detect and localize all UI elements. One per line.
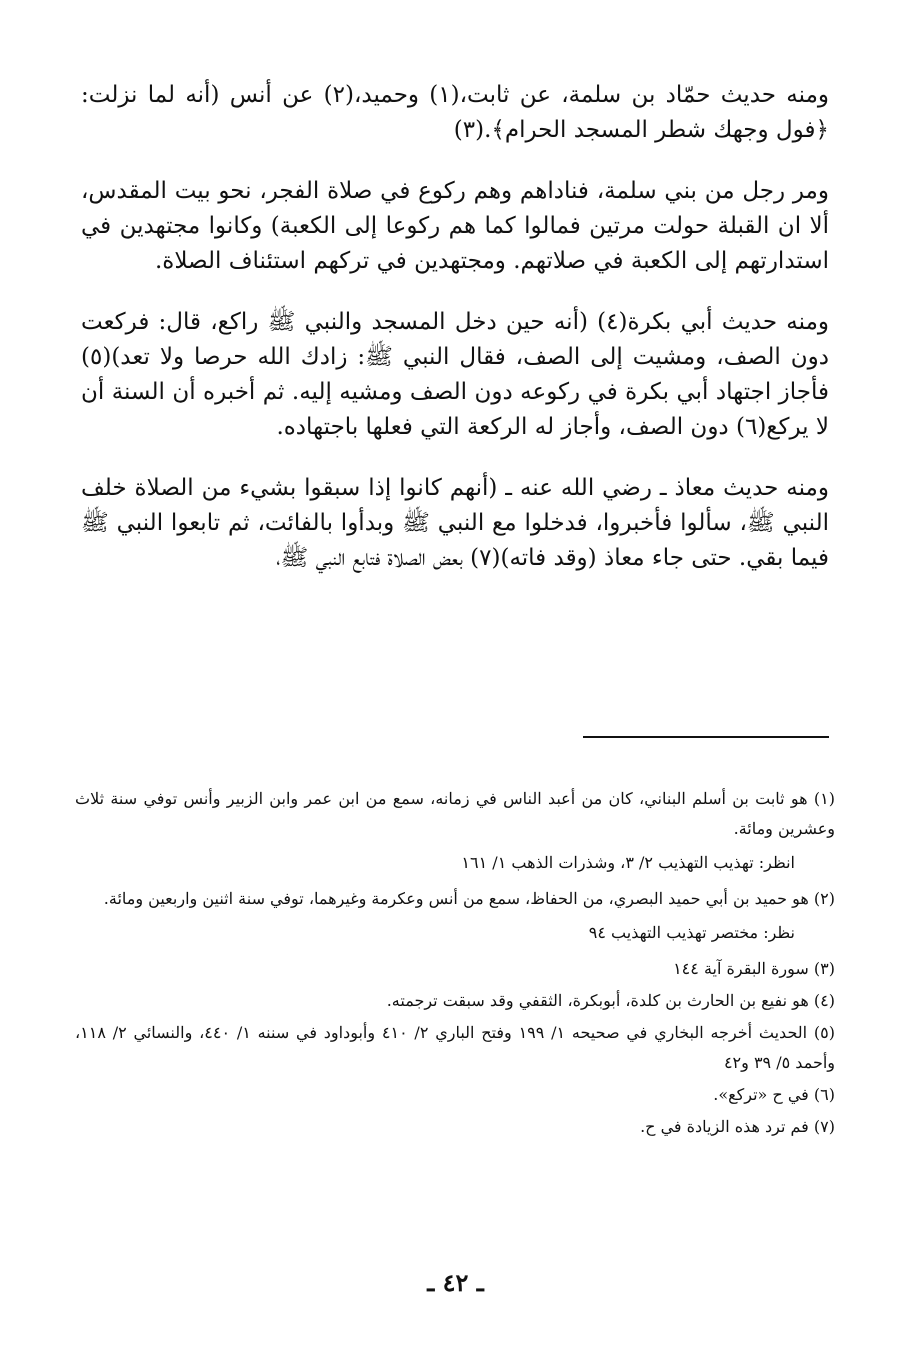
footnote-4: (٤) هو نفيع بن الحارث بن كلدة، أبوبكرة، الثقفي وقد سبقت ترجمته. xyxy=(386,991,835,1010)
footnote-6: (٦) في ح «تركع». xyxy=(713,1085,835,1104)
footnote-divider xyxy=(583,736,829,738)
footnote-1-reference: انظر: تهذيب التهذيب ٢/ ٣، وشذرات الذهب ١/ ١٦١ xyxy=(461,853,795,872)
footnote-1: (١) هو ثابت بن أسلم البناني، كان من أعبد الناس في زمانه، سمع من ابن عمر وابن الزبير وأنس توفي سنة ثلاث وعشرين ومائة. xyxy=(75,789,835,838)
footnote-7: (٧) فم ترد هذه الزيادة في ح. xyxy=(640,1117,835,1136)
paragraph-4: ومنه حديث معاذ ـ رضي الله عنه ـ (أنهم كانوا إذا سبقوا بشيء من الصلاة خلف النبي ﷺ، سألوا فأخبروا، فدخلوا مع النبي ﷺ وبدأوا بالفائت، ثم تابعوا النبي ﷺ فيما بقي. حتى جاء معاذ (وقد فاته)(٧) بعض الصلاة فتابع النبي ﷺ، xyxy=(81,475,829,571)
footnote-3: (٣) سورة البقرة آية ١٤٤ xyxy=(673,959,835,978)
footnote-2-reference: نظر: مختصر تهذيب التهذيب ٩٤ xyxy=(588,923,795,942)
paragraph-1: ومنه حديث حمّاد بن سلمة، عن ثابت،(١) وحميد،(٢) عن أنس (أنه لما نزلت: ﴿فول وجهك شطر المسجد الحرام﴾.(٣) xyxy=(81,82,829,143)
main-text xyxy=(81,78,829,602)
footnote-5: (٥) الحديث أخرجه البخاري في صحيحه ١/ ١٩٩ وفتح الباري ٢/ ٤١٠ وأبوداود في سننه ١/ ٤٤٠، والنسائي ٢/ ١١٨، وأحمد ٥/ ٣٩ و٤٢ xyxy=(75,1023,835,1072)
footnote-2: (٢) هو حميد بن أبي حميد البصري، من الحفاظ، سمع من أنس وعكرمة وغيرهما، توفي سنة اثنين واربعين ومائة. xyxy=(103,889,835,908)
page-number: ـ ٤٢ ـ xyxy=(427,1268,484,1297)
paragraph-3: ومنه حديث أبي بكرة(٤) (أنه حين دخل المسجد والنبي ﷺ راكع، قال: فركعت دون الصف، ومشيت إلى الصف، فقال النبي ﷺ: زادك الله حرصا ولا تعد)(٥) فأجاز اجتهاد أبي بكرة في ركوعه دون الصف ومشيه إليه. ثم أخبره أن السنة أن لا يركع(٦) دون الصف، وأجاز له الركعة التي فعلها باجتهاده. xyxy=(81,309,829,440)
footnotes xyxy=(75,784,835,1144)
paragraph-2: ومر رجل من بني سلمة، فناداهم وهم ركوع في صلاة الفجر، نحو بيت المقدس، ألا ان القبلة حولت مرتين فمالوا كما هم ركوعا إلى الكعبة) وكانوا مجتهدين في استدارتهم إلى الكعبة في صلاتهم. ومجتهدين في تركهم استئناف الصلاة. xyxy=(81,178,829,274)
